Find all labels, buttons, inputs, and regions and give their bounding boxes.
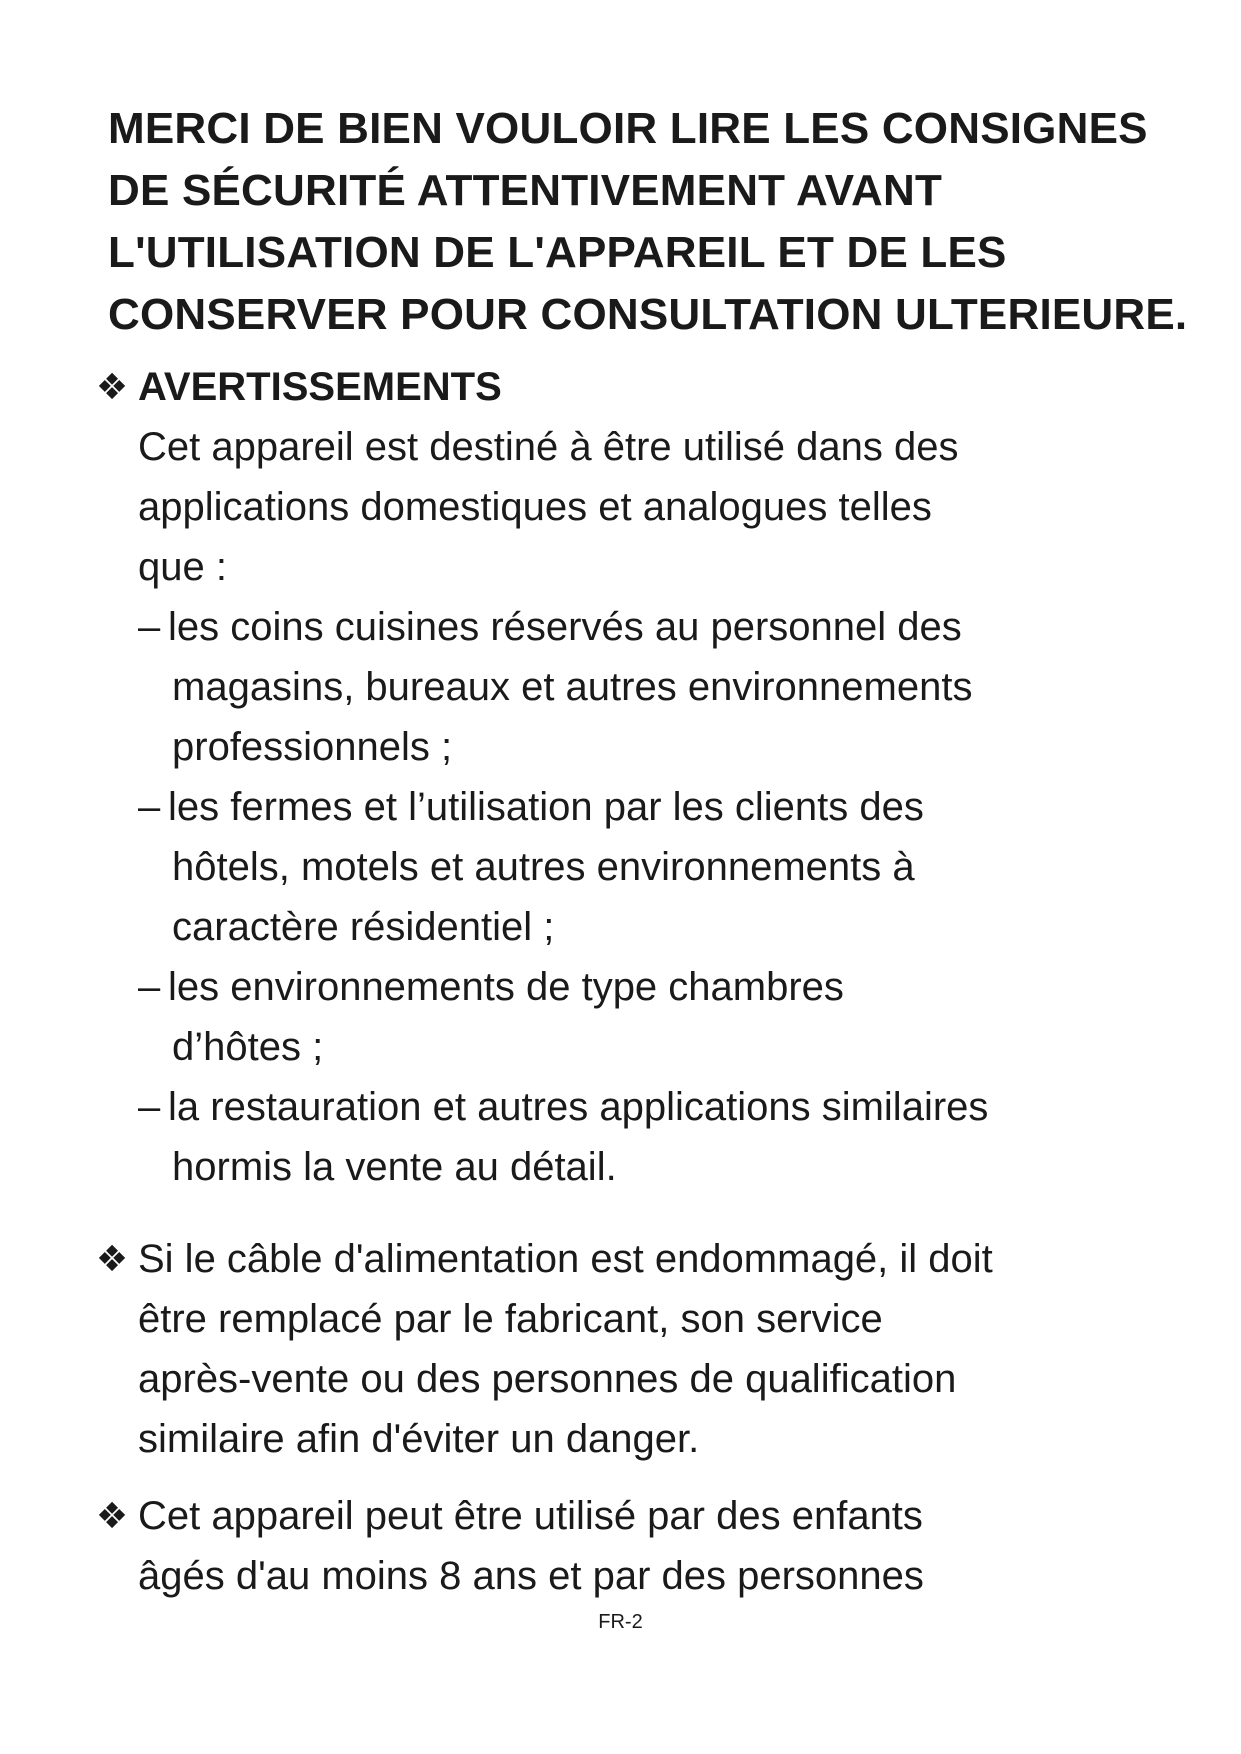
list-item-line: d’hôtes ; xyxy=(172,1025,324,1069)
bullet-diamond-icon: ❖ xyxy=(95,1495,129,1536)
warnings-intro-line: applications domestiques et analogues telles xyxy=(138,485,932,529)
children-line: Cet appareil peut être utilisé par des enfants xyxy=(138,1494,923,1538)
list-item-line: les coins cuisines réservés au personnel des xyxy=(168,605,962,649)
list-item-line: magasins, bureaux et autres environnements xyxy=(172,665,973,709)
cable-line: après-vente ou des personnes de qualification xyxy=(138,1357,957,1401)
warnings-title: AVERTISSEMENTS xyxy=(138,365,502,409)
warnings-section xyxy=(90,357,1170,1197)
warnings-list-item xyxy=(138,597,1170,777)
heading-line: CONSERVER POUR CONSULTATION ULTERIEURE. xyxy=(108,290,1188,339)
cable-line: Si le câble d'alimentation est endommagé, il doit xyxy=(138,1237,993,1281)
children-section xyxy=(90,1486,1170,1606)
dash-marker: – xyxy=(138,605,161,649)
heading-line: DE SÉCURITÉ ATTENTIVEMENT AVANT xyxy=(108,166,943,215)
safety-heading xyxy=(108,98,1188,346)
list-item-line: hôtels, motels et autres environnements à xyxy=(172,845,915,889)
page-number: FR-2 xyxy=(598,1611,643,1633)
bullet-diamond-icon: ❖ xyxy=(95,1238,129,1279)
cable-line: être remplacé par le fabricant, son service xyxy=(138,1297,883,1341)
warnings-intro-line: Cet appareil est destiné à être utilisé dans des xyxy=(138,425,959,469)
warnings-list-item xyxy=(138,1077,1170,1197)
cable-section xyxy=(90,1229,1170,1469)
list-item-line: hormis la vente au détail. xyxy=(172,1145,617,1189)
heading-line: L'UTILISATION DE L'APPAREIL ET DE LES xyxy=(108,228,1007,277)
bullet-diamond-icon: ❖ xyxy=(95,366,129,407)
warnings-intro-line: que : xyxy=(138,545,227,589)
cable-line: similaire afin d'éviter un danger. xyxy=(138,1417,700,1461)
list-item-line: la restauration et autres applications similaires xyxy=(168,1085,989,1129)
children-line: âgés d'au moins 8 ans et par des personnes xyxy=(138,1554,924,1598)
dash-marker: – xyxy=(138,1085,161,1129)
list-item-line: les fermes et l’utilisation par les clients des xyxy=(168,785,924,829)
list-item-line: les environnements de type chambres xyxy=(168,965,844,1009)
dash-marker: – xyxy=(138,965,161,1009)
dash-marker: – xyxy=(138,785,161,829)
list-item-line: professionnels ; xyxy=(172,725,453,769)
warnings-list-item xyxy=(138,777,1170,957)
warnings-list-item xyxy=(138,957,1170,1077)
list-item-line: caractère résidentiel ; xyxy=(172,905,555,949)
heading-line: MERCI DE BIEN VOULOIR LIRE LES CONSIGNES xyxy=(108,104,1148,153)
